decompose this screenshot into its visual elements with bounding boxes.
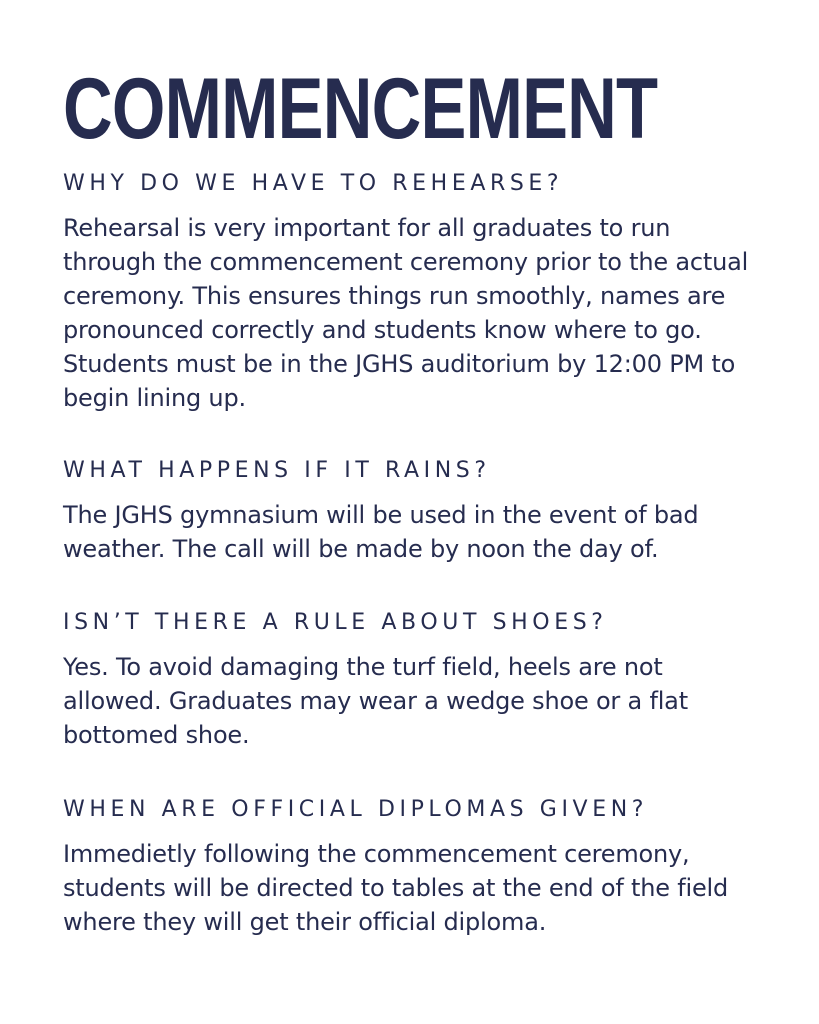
faq-section-rain	[63, 458, 763, 566]
faq-answer: Yes. To avoid damaging the turf field, heels are not allowed. Graduates may wear a wedge shoe or a flat bottomed shoe.	[63, 653, 688, 749]
faq-question: WHY DO WE HAVE TO REHEARSE?	[63, 171, 564, 196]
faq-section-shoes	[63, 610, 763, 752]
faq-section-diplomas	[63, 797, 763, 939]
faq-answer: Rehearsal is very important for all graduates to run through the commencement ceremony prior to the actual ceremony. This ensures things run smoothly, names are pronounced correctly and students know where to go. Students must be in the JGHS auditorium by 12:00 PM to begin lining up.	[63, 214, 749, 412]
faq-section-rehearsal	[63, 171, 763, 415]
faq-answer: Immedietly following the commencement ceremony, students will be directed to tables at the end of the field where they will get their official diploma.	[63, 840, 729, 936]
faq-question: ISN’T THERE A RULE ABOUT SHOES?	[63, 610, 608, 635]
faq-answer: The JGHS gymnasium will be used in the event of bad weather. The call will be made by noon the day of.	[63, 501, 699, 563]
faq-question: WHEN ARE OFFICIAL DIPLOMAS GIVEN?	[63, 797, 649, 822]
faq-question: WHAT HAPPENS IF IT RAINS?	[63, 458, 491, 483]
page-title: COMMENCEMENT	[63, 61, 658, 157]
